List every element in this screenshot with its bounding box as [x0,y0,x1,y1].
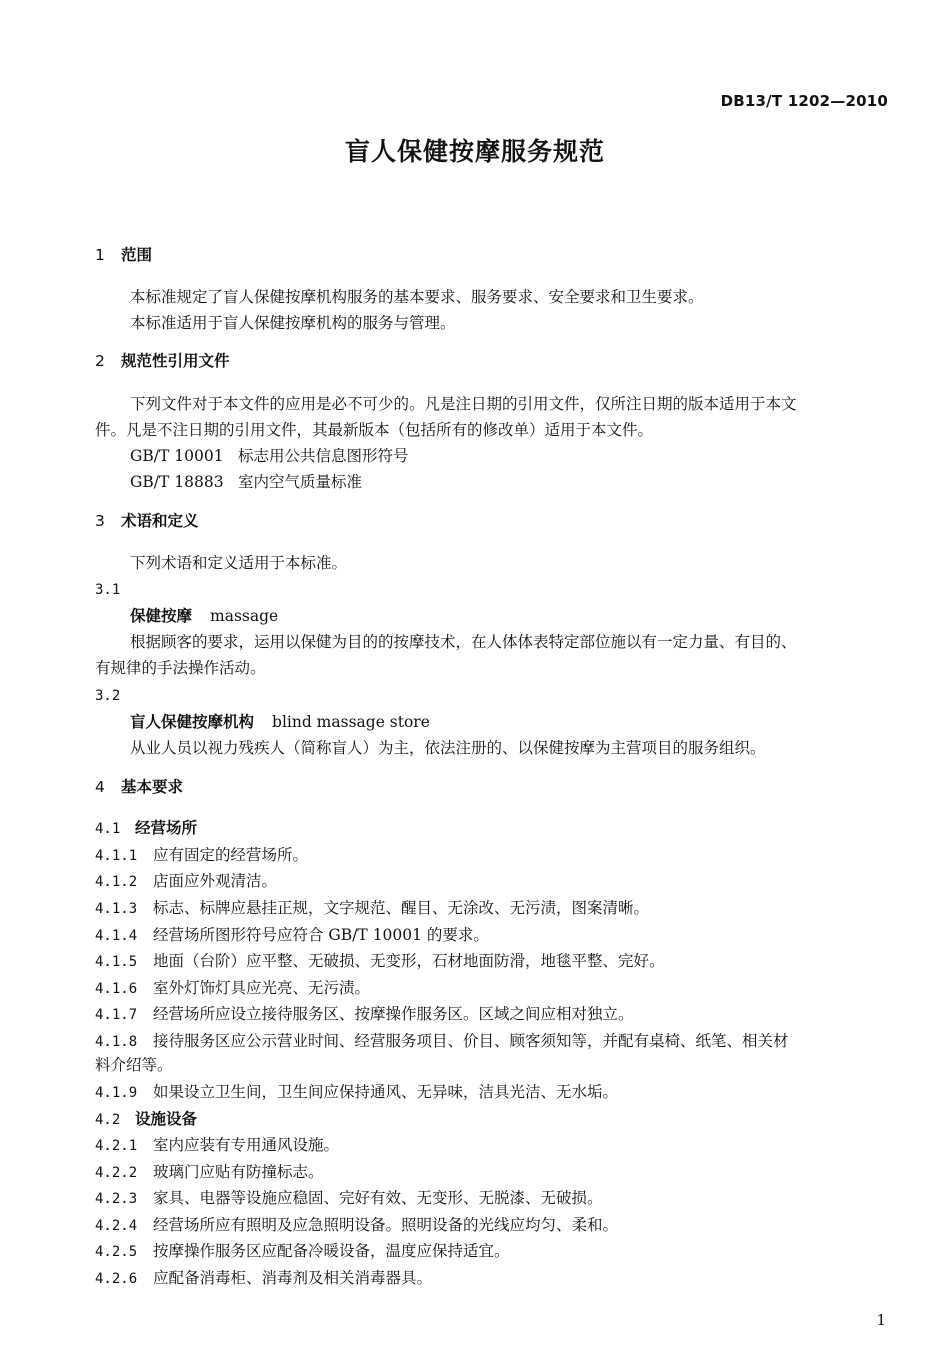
clause-item [95,1082,618,1103]
paragraph: 下列术语和定义适用于本标准。 [130,554,348,572]
section-title: 范围 [121,246,153,264]
term-number: 3.2 [95,688,121,704]
subsection-title: 经营场所 [135,819,198,837]
clause-text: 应有固定的经营场所。 [153,846,309,864]
paragraph: 下列文件对于本文件的应用是必不可少的。凡是注日期的引用文件，仅所注日期的版本适用于本文 [130,395,797,413]
clause-item [95,1135,339,1156]
reference-entry [130,446,409,466]
clause-text: 接待服务区应公示营业时间、经营服务项目、价目、顾客须知等，并配有桌椅、纸笔、相关材 [153,1032,789,1050]
clause-number: 4.1.3 [95,901,138,917]
clause-item [95,951,665,972]
clause-number: 4.2.5 [95,1244,138,1260]
clause-text: 应配备消毒柜、消毒剂及相关消毒器具。 [153,1269,433,1287]
clause-text: 经营场所图形符号应符合 GB/T 10001 的要求。 [153,926,489,944]
subsection-heading [95,1109,197,1130]
clause-item [95,1031,789,1052]
clause-item [95,845,308,866]
paragraph: 本标准规定了盲人保健按摩机构服务的基本要求、服务要求、安全要求和卫生要求。 [130,288,704,306]
reference-entry [130,472,362,492]
section-4-heading [95,777,183,797]
clause-text: 室外灯饰灯具应光亮、无污渍。 [153,979,371,997]
clause-number: 4.1.5 [95,954,138,970]
subsection-number: 4.1 [95,821,121,837]
section-number: 3 [95,512,105,530]
term-english: massage [210,607,279,625]
clause-text: 标志、标牌应悬挂正规，文字规范、醒目、无涂改、无污渍，图案清晰。 [153,899,650,917]
clause-item [95,978,370,999]
term-entry [130,606,278,626]
section-number: 4 [95,778,105,796]
section-title: 术语和定义 [121,512,199,530]
term-entry [130,712,430,732]
paragraph: 本标准适用于盲人保健按摩机构的服务与管理。 [130,314,456,332]
clause-continued: 料介绍等。 [95,1056,173,1074]
clause-text: 玻璃门应贴有防撞标志。 [153,1163,324,1181]
clause-number: 4.2.1 [95,1138,138,1154]
clause-item [95,1004,634,1025]
clause-number: 4.1.2 [95,874,138,890]
clause-item [95,1268,432,1289]
clause-item [95,1162,324,1183]
clause-text: 家具、电器等设施应稳固、完好有效、无变形、无脱漆、无破损。 [153,1189,603,1207]
clause-number: 4.2.4 [95,1218,138,1234]
subsection-title: 设施设备 [135,1110,198,1128]
reference-name: 标志用公共信息图形符号 [238,447,409,465]
section-title: 规范性引用文件 [121,352,230,370]
clause-item [95,1215,618,1236]
clause-text: 如果设立卫生间，卫生间应保持通风、无异味，洁具光洁、无水垢。 [153,1083,619,1101]
clause-text: 室内应装有专用通风设施。 [153,1136,340,1154]
clause-number: 4.1.6 [95,981,138,997]
clause-item [95,925,489,946]
section-number: 1 [95,246,105,264]
document-code: DB13/T 1202—2010 [720,92,888,110]
clause-text: 店面应外观清洁。 [153,872,278,890]
subsection-number: 4.2 [95,1112,121,1128]
clause-number: 4.1.7 [95,1007,138,1023]
section-title: 基本要求 [121,778,184,796]
clause-number: 4.2.6 [95,1271,138,1287]
clause-number: 4.1.4 [95,928,138,944]
term-english: blind massage store [272,713,430,731]
clause-item [95,1188,603,1209]
term-definition: 从业人员以视力残疾人（简称盲人）为主，依法注册的、以保健按摩为主营项目的服务组织。 [130,739,766,757]
term-definition-continued: 有规律的手法操作活动。 [95,659,266,677]
document-title: 盲人保健按摩服务规范 [344,137,605,166]
term-chinese: 保健按摩 [130,607,193,625]
clause-item [95,1241,510,1262]
clause-number: 4.1.1 [95,848,138,864]
reference-name: 室内空气质量标准 [238,473,363,491]
section-3-heading [95,511,199,531]
clause-text: 经营场所应设立接待服务区、按摩操作服务区。区域之间应相对独立。 [153,1005,634,1023]
clause-number: 4.1.8 [95,1034,138,1050]
clause-number: 4.2.3 [95,1191,138,1207]
clause-text: 按摩操作服务区应配备冷暖设备，温度应保持适宜。 [153,1242,510,1260]
section-1-heading [95,245,152,265]
clause-text: 地面（台阶）应平整、无破损、无变形，石材地面防滑，地毯平整、完好。 [153,952,665,970]
clause-number: 4.1.9 [95,1085,138,1101]
clause-item [95,898,649,919]
clause-number: 4.2.2 [95,1165,138,1181]
clause-item [95,871,277,892]
term-chinese: 盲人保健按摩机构 [130,713,255,731]
subsection-heading [95,818,197,839]
reference-code: GB/T 10001 [130,447,224,465]
term-number: 3.1 [95,582,121,598]
section-number: 2 [95,352,105,370]
reference-code: GB/T 18883 [130,473,224,491]
clause-text: 经营场所应有照明及应急照明设备。照明设备的光线应均匀、柔和。 [153,1216,619,1234]
term-definition: 根据顾客的要求，运用以保健为目的的按摩技术，在人体体表特定部位施以有一定力量、有目的、 [130,633,797,651]
section-2-heading [95,351,230,371]
page-number: 1 [876,1311,886,1329]
paragraph-continued: 件。凡是不注日期的引用文件，其最新版本（包括所有的修改单）适用于本文件。 [95,421,654,439]
